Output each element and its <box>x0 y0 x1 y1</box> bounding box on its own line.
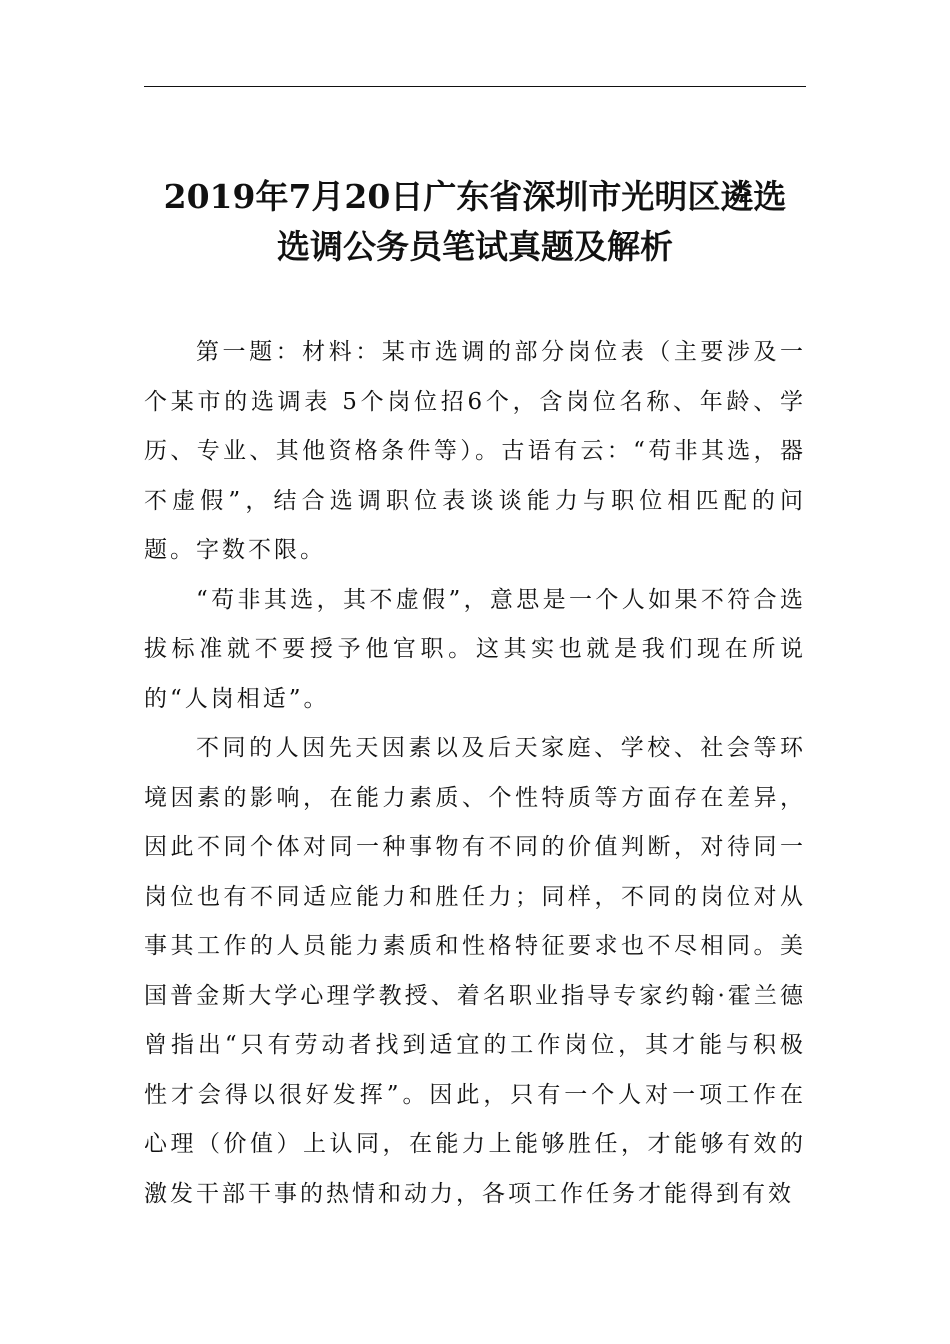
document-title <box>144 172 806 272</box>
paragraph-analysis: 不同的人因先天因素以及后天家庭、学校、社会等环境因素的影响，在能力素质、个性特质等方面存在差异，因此不同个体对同一种事物有不同的价值判断，对待同一岗位也有不同适应能力和胜任力；同样，不同的岗位对从事其工作的人员能力素质和性格特征要求也不尽相同。美国普金斯大学心理学教授、着名职业指导专家约翰·霍兰德曾指出“只有劳动者找到适宜的工作岗位，其才能与积极性才会得以很好发挥”。因此，只有一个人对一项工作在心理（价值）上认同，在能力上能够胜任，才能够有效的激发干部干事的热情和动力，各项工作任务才能得到有效 <box>144 735 806 1207</box>
paragraph-question: 第一题：材料：某市选调的部分岗位表（主要涉及一个某市的选调表 5个岗位招6个，含岗位名称、年龄、学历、专业、其他资格条件等）。古语有云：“苟非其选，器不虚假”，结合选调职位表谈谈能力与职位相匹配的问题。字数不限。 <box>144 339 806 563</box>
title-line-1: 2019年7月20日广东省深圳市光明区遴选 <box>163 177 787 216</box>
document-body <box>144 328 806 1219</box>
title-line-2: 选调公务员笔试真题及解析 <box>277 227 673 266</box>
header-rule <box>144 86 806 87</box>
paragraph-meaning: “苟非其选，其不虚假”，意思是一个人如果不符合选拔标准就不要授予他官职。这其实也就是我们现在所说的“人岗相适”。 <box>144 586 806 712</box>
